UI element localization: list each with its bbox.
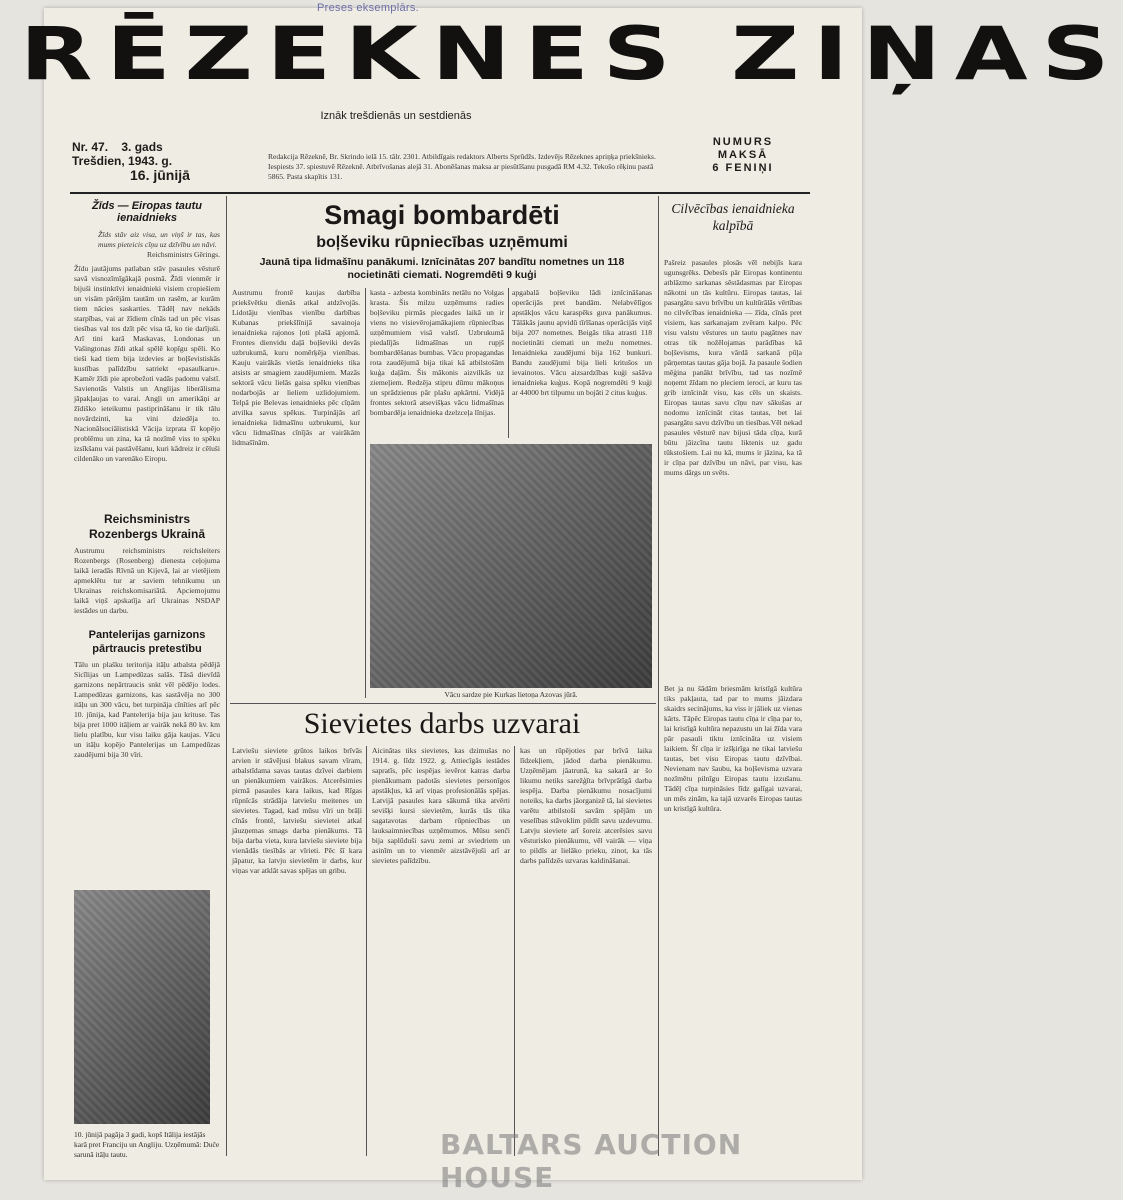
column-divider	[365, 288, 366, 698]
main-col-1: Austrumu frontē kaujas darbība priekšvētku dienās atkal atdzīvojās. Lidotāju vienības vienību darbības Kubanas priekšlīnijā savainoja ienaidnieka rajonos ļoti plašā apjomā. Frontes dienvidu daļā boļševiki devās uzbrukumā, kuru nomērķēja vienības. Kauju vairākās vietās ienaidnieks tika atsists ar smagiem zaudējumiem. Mazās sektorā vācu lielās gaisa spēku vienības nodarbojās ar lieliem uzlidojumiem. Telpā pie Belevas ienaidnieks pēc cīņām atvilka savus spēkus. Turpinājās arī ienaidnieka lidmašīnu uzbrukumi, kur vācu lidmašīnas cīnījās ar vairākām lidmašīnām.	[232, 288, 360, 447]
issue-info	[72, 140, 232, 182]
issue-date: 16. jūnijā	[130, 167, 190, 183]
section-rule	[230, 703, 656, 704]
imprint-text: Redakcija Rēzeknē, Br. Skrindo ielā 15. tālr. 2301. Atbildīgais redaktors Alberts Sprūdžs. Izdevējs Rēzeknes apriņķa priekšnieks. Iespiests 37. spiestuvē Rēzeknē. Atbrīvošanas alejā 31. Abonēšanas maksa ar piesūtīšanu pusgadā RM 4.32. Tekošo rēķinu pastā 5865. Pasta skapītis 131.	[268, 152, 656, 181]
main-headline: Smagi bombardēti	[324, 200, 560, 230]
price-line-2: MAKSĀ	[717, 149, 769, 161]
preses-stamp: Preses eksemplārs.	[317, 2, 419, 14]
publication-schedule: Iznāk trešdienās un sestdienās	[320, 110, 472, 122]
main-col-3: apgabalā boļševiku lādi iznīcināšanas operācijās pret bandām. Nelabvēlīgos apstākļos vācu karaspēks guva panākumus. Tālākās jaunu apvidū tīrīšanas operācijās viņš bija 207 nometnes. Beigās tika atrasti 118 nocietināti ciemati un mežu nometnes. Ienaidnieka zaudējumi bija 162 bunkuri. Bandu zaudējumi bija lieli kritušos un ievainotos. Vācu aizsardzības kuģi sašāva ienaidnieka kuģus. Kopā nogremdēti 9 kuģi ar 44000 brt tilpumu un bojāti 2 citus kuģus.	[512, 288, 652, 397]
issue-weekday: Trešdien, 1943. g.	[72, 154, 173, 168]
price-line-1: NUMURS	[712, 136, 774, 148]
right-article: Pašreiz pasaules plosās vēl nebijīs kara ugunsgrēks. Debesīs pār Eiropas kontinentu atblāzmo sarkanas sēstādasmas par Eiropas nākotni un tās kultūru. Eiropas tautas, lai pasargātu savu brīvību un kultūrālās vērtības no cilvēcības ienaidnieka — žīda, cīnās pret visiem, kas sarkanajam zvēram kalpo. Pēc visu valstu vēstures un tautu pagātnes nav otras tik nožēlojamas parādības kā boļševisms, kura vārdā sarkanā pūļa pārņemtas tautas gāja bojā. Ja pasaule šodien mēģina panākt brīvību, tad tas nozīmē noņemt žīdam no pleciem ieroci, ar kuru tas grib iznīcināt visu, kas cēls un skaists. Eiropas tautas savu cīņu nav sākušas ar nodomu iznīcināt citas tautas, bet lai pasargātu savu dzīvību un tiesības.Vēl nekad pasaules vēsturē nav bijusi tāda cīņa, kurā būtu jāizcīna tautu liktenis uz gadu tūkstošiem. Lai nu kā, mums ir jāzina, ka tā ir cīņa par dzīvību un nāvi, par visu, kas mums dārgs un svēts.	[664, 258, 802, 477]
main-col-2: kasta - azbesta kombināts netālu no Volgas krasta. Šis milzu uzņēmums radies boļševiku pirmās piecgades laikā un ir viens no visievērojamākajiem rūpniecības uzņēmumiem visā valstī. Uzbrukumā piedalījās lidmašīnas un rupjš bombardēšanas bumbas. Vācu propagandas rota zaudējumā bija tikai kā atbilstošām kuģa daļām. Šis mākonis aizvilkās uz ziemeļiem. Redzēja stipru dūmu mākoņus un sprādzienus pār plašu apkārtni. Vidējā frontes sektorā atsevišķas vācu lidmašīnas bombardēja ienaidnieka dzelzceļa līnijas.	[370, 288, 504, 417]
soldiers-photo-caption: Vācu sardze pie Kurkas lietoņa Azovas jūrā.	[444, 690, 578, 699]
left-quote-author: Reichsministrs Gērings.	[147, 250, 220, 259]
masthead-rule	[70, 192, 810, 194]
column-divider	[658, 196, 659, 1156]
main-subheadline: boļševiku rūpniecības uzņēmumi	[316, 234, 568, 251]
left-column	[74, 200, 220, 770]
duce-photo-caption: 10. jūnijā pagāja 3 gadi, kopš Itālija iestājās karā pret Franciju un Angliju. Uzņēmumā: Duče sarunā itāļu tautu.	[74, 1130, 220, 1159]
left-article-2: Austrumu reichsministrs reichsleiters Rozenbergs (Rosenberg) dienesta ceļojuma laikā ieradās Rīvnā un Kijevā, lai ar vietējiem apmeklētu tur ar saviem tehnikumu un Ukrainas reichskomisariātā. Apciemojumu laikā viņš apskatīja arī Ukrainas NSDAP iestādes un darbu.	[74, 546, 220, 615]
soldiers-photo	[370, 444, 652, 688]
column-divider	[366, 746, 367, 1156]
left-headline-3: Pantelerijas garnizons pārtraucis pretestību	[88, 629, 206, 655]
price-box	[688, 136, 798, 175]
left-headline-2: Reichsministrs Rozenbergs Ukrainā	[88, 512, 206, 541]
column-divider	[226, 196, 227, 1156]
column-divider	[508, 288, 509, 438]
issue-year: 3. gads	[121, 140, 163, 154]
masthead-title: RĒZEKNES ZIŅAS	[20, 11, 1123, 97]
women-col-2: Aicinātas tiks sievietes, kas dzimušas no 1914. g. līdz 1922. g. Attiecīgās iestādes sapratīs, pēc iespējas ievērot katras darba pienākumam padotās sievietes personīgos apstākļus, kā arī viņas profesionālās spējas. Latvijā pasaules kara sākumā tika atvērti sevišķi kursi sievietēm, kurās tās tika sagatavotas darbam rūpniecības un lauksaimniecības uzņēmumos. Mūsu senči bija saplūduši savu zemi ar sviedriem un asinīm un to vienmēr aizstāvējuši arī ar sievietes palīdzību.	[372, 746, 510, 865]
main-deck: Jaunā tipa lidmašīnu panākumi. Iznīcinātas 207 bandītu nometnes un 118 nocietināti ciemati. Nogremdēti 9 kuģi	[259, 256, 625, 281]
issue-number: Nr. 47.	[72, 140, 109, 154]
duce-photo	[74, 890, 210, 1124]
column-divider	[514, 746, 515, 1156]
left-quote: Žīds stāv aiz visa, un viņš ir tas, kas mums pieteicis cīņu uz dzīvību un nāvi.	[98, 230, 220, 249]
left-article-1: Žīdu jautājums patlaban stāv pasaules vēsturē savā visnozīmīgākajā posmā. Žīdi vienmēr ir bijuši instinktīvi ienaidnieki visiem cropiešiem un visām pārējām tautām un rasēm, ar kurām tiem nācies saskarties. Tādēļ nav nekāds starpības, vai ar žīdiem cīnās tad un pēc visas tiesības val tos dzīt pēc visa tā, ko tie darījuši. Arī tini karā Maskavas, Londonas un Vašingtonas žīdi atkal spēlē kopīgu spēli. Ko tieši kad tiem bija izdevies ar boļševistiskās kustības palīdzību satriekt «pasaulkaru». Kamēr žīdi pie aprobežoti vadās padomu valstī. Savienotās Valstis un Anglijas liberālisma jāpakļaujas to varai. Angļi un amerikāņi ar žīdiško ieteikumu pastiprināšanu ir tik tālu novārdzinti, ka vini dziedēja to. Nacionālsociālistiskā Vācija izprata šī kopējo problēmu un zina, ka tā nozīmē viss to spēku izsīkšanu vai pastāvēšanu, kuri kādreiz ir cēluši cildenāko un varenāko Eiropu.	[74, 264, 220, 463]
women-col-3: kas un rūpējoties par brīvā laika līdzekļiem, jādod darba pienākumu. Uzņēmējam jāatrunā, ka sakarā ar šo likumu netiks sarežģīta brīvprātīgā darba iespēja. Darba pienākumu nosacījumi noteiks, ka darbs jāorganizē tā, lai sievietes varētu atbilstoši savām spējām un veselības stāvoklim pildīt savu uzdevumu. Latvju sieviete arī šoreiz atcerēsies savu vēsturisko pienākumu, vēl vairāk — viņa to pildīs ar lielāko prieku, zinot, ka tās darbs palīdzēs uzvaras kaldināšanai.	[520, 746, 652, 865]
women-col-1: Latviešu sieviete grūtos laikos brīvās arvien ir stāvējusi blakus savam vīram, atbalstīdama savas tautas dzīvei darbiem un pienākumiem vairākos. Atcerēsimies pirmā pasaules kara laikus, kad Rīgas rūpnīcās strādāja latviešu meitenes un sievietes. Tagad, kad mūsu vīri un brāļi cīnās frontē, latviešu sievietei atkal jāuzņemas smags darba pienākums. Tā bija darba vieta, kura latviešu sieviete bija vienādās tiesībās ar vīrieti. Pēc šī kara jāpatur, ka latvju sievietēm ir darbs, kur viņas var atklāt savas spējas un gribu.	[232, 746, 362, 875]
auction-watermark: BALTARS AUCTION HOUSE	[440, 1128, 743, 1194]
right-headline: Cilvēcības ienaidnieka kalpībā	[671, 201, 795, 233]
price-line-3: 6 FENIŅI	[712, 162, 774, 174]
right-article-continued: Bet ja nu šādām briesmām kristīgā kultūra tiks pakļauta, tad par to mums jāizdara skaidrs secinājums, ka viss ir jāliek uz vienas kārts. Tāpēc Eiropas tautu cīņa ir cīņa par to, lai kristīgā kultūra nepazustu un lai žīda vara pār pasauli tiktu iznīcināta uz visiem laikiem. Šī cīņa ir izšķirīga ne tikai latviešu tautas, bet visu Eiropas tautu dzīvībai. Nevienam nav šaubu, ka boļševisma uzvara nozīmētu pilnīgu Eiropas tautu izzušanu. Tādēļ cīņa turpināsies līdz galīgai uzvarai, un mēs zinām, ka tajā uzvarēs Eiropas tautas un kristīgā kultūra.	[664, 684, 802, 813]
left-article-3: Tālu un plašku teritorija itāļu atbalsta pēdējā Sicīlijas un Lampedūzas salās. Tāsā dievīdā garnizons nepārtraucis snkt vēl pēdējo lodes. Lampedūzas garnizons, kas sastāvēja no 300 itāļu un 300 vācu, bet turpināja cīnīties arī pēc 10. jūnija, kad Pantelerija bija jau krituse. Tas bija pret 1000 itāļiem ar vairāk nekā 80 kv. km lielu platību, kur visu laiku gāja kaujas. Vācu un itāļu kopējo Pantelerijas un Lampedūzas zaudējumi bija 30 vīri.	[74, 660, 220, 759]
left-headline-1: Žīds — Eiropas tautu ienaidnieks	[91, 200, 202, 224]
women-work-headline: Sievietes darbs uzvarai	[303, 707, 581, 740]
